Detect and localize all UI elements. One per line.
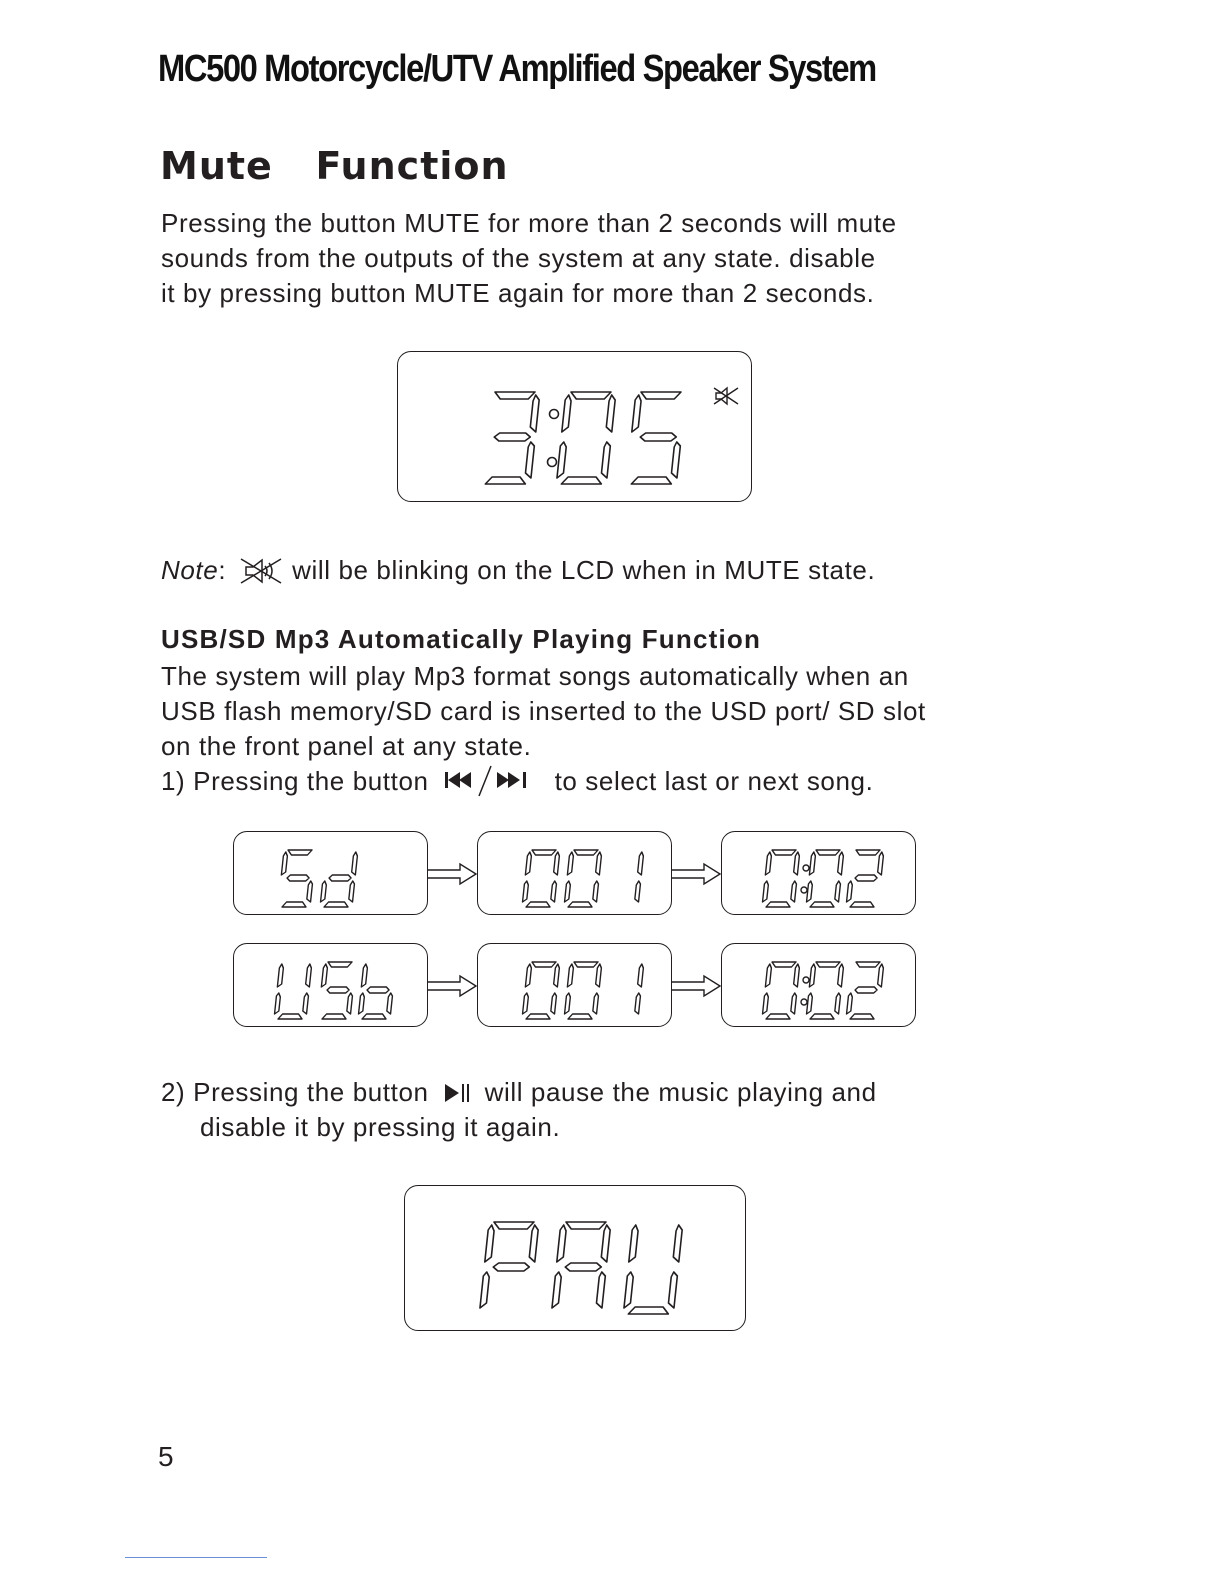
page-number: 5: [158, 1441, 174, 1472]
usb-sd-heading: USB/SD Mp3 Automatically Playing Function: [161, 624, 762, 654]
mute-note: [161, 555, 875, 586]
lcd-digits-3-05: [398, 352, 750, 500]
sequence-arrow-icon: [428, 974, 478, 998]
step-1-text-before: 1) Pressing the button: [161, 765, 429, 796]
mute-lcd-display: [397, 351, 752, 502]
lcd-text-sd: [234, 832, 426, 913]
footer-rule: [125, 1557, 267, 1558]
step-1: [161, 764, 873, 798]
lcd-text-pau: [405, 1186, 744, 1329]
mute-function-heading: Mute Function: [160, 144, 509, 188]
sequence-arrow-icon: [428, 862, 478, 886]
sequence-arrow-icon: [672, 974, 722, 998]
lcd-source-usb: [233, 943, 428, 1027]
step-1-text-after: to select last or next song.: [554, 765, 874, 796]
lcd-play-time: [721, 943, 916, 1027]
lcd-pause-display: [404, 1185, 746, 1331]
note-text: will be blinking on the LCD when in MUTE state.: [292, 555, 876, 585]
speaker-mute-icon: [238, 556, 284, 586]
sequence-arrow-icon: [672, 862, 722, 886]
lcd-track-number: [477, 831, 672, 915]
lcd-text-0-02: [722, 832, 914, 913]
usb-sd-paragraph-line: USB flash memory/SD card is inserted to the USD port/ SD slot: [161, 696, 926, 726]
step-2-text-after: will pause the music playing and: [484, 1077, 877, 1107]
lcd-text-usb: [234, 944, 426, 1025]
note-label: Note: [161, 555, 219, 585]
mute-paragraph-line: sounds from the outputs of the system at any state. disable: [161, 243, 876, 273]
mute-paragraph-line: it by pressing button MUTE again for more than 2 seconds.: [161, 278, 875, 308]
mute-paragraph-line: Pressing the button MUTE for more than 2 seconds will mute: [161, 208, 897, 238]
prev-next-track-icon: [443, 764, 539, 798]
lcd-source-sd: [233, 831, 428, 915]
step-2-continuation: disable it by pressing it again.: [200, 1112, 561, 1142]
lcd-text-0-02: [722, 944, 914, 1025]
usb-sd-paragraph: [161, 659, 926, 764]
document-header-title: MC500 Motorcycle/UTV Amplified Speaker System: [158, 48, 876, 90]
usb-sd-paragraph-line: on the front panel at any state.: [161, 731, 532, 761]
step-2-text-before: 2) Pressing the button: [161, 1077, 429, 1107]
step-2: [161, 1077, 877, 1108]
mute-paragraph: [161, 206, 897, 311]
lcd-track-number: [477, 943, 672, 1027]
usb-sd-paragraph-line: The system will play Mp3 format songs automatically when an: [161, 661, 909, 691]
play-pause-icon: [443, 1078, 473, 1108]
speaker-mute-icon: [712, 386, 740, 406]
lcd-text-001: [478, 832, 670, 913]
lcd-play-time: [721, 831, 916, 915]
note-colon: :: [218, 555, 227, 585]
lcd-text-001: [478, 944, 670, 1025]
